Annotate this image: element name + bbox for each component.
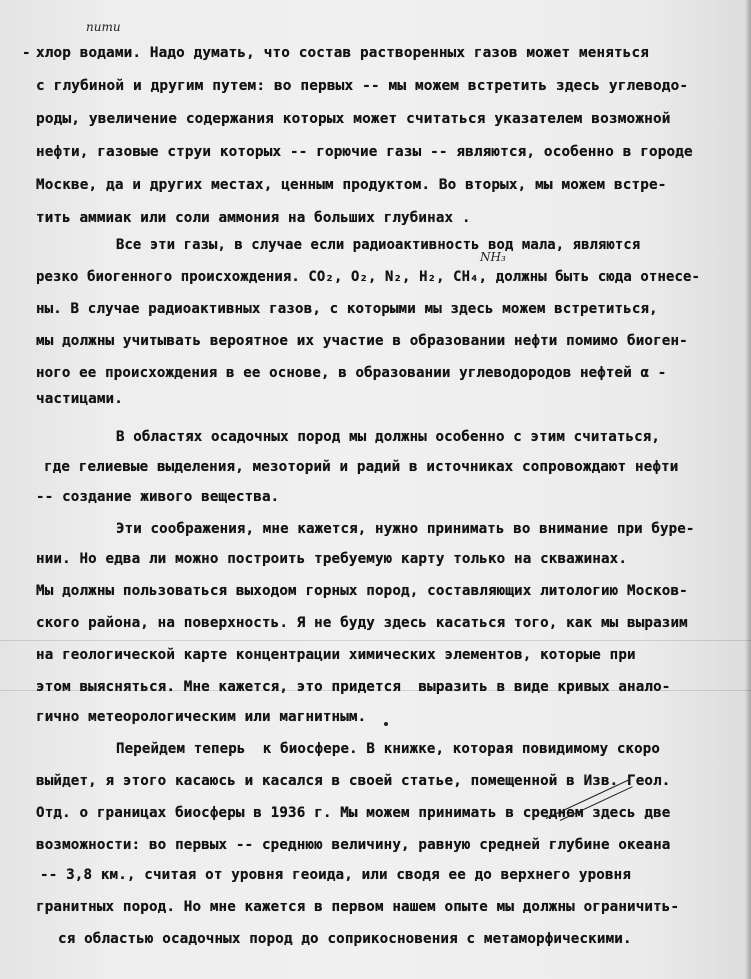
- text-line: Мы должны пользоваться выходом горных пород, составляющих литологию Москов-: [36, 583, 688, 599]
- handwritten-insertion-vodami: пити: [86, 20, 121, 34]
- text-line: Отд. о границах биосферы в 1936 г. Мы можем принимать в среднем здесь две: [36, 805, 671, 821]
- text-line: с глубиной и другим путем: во первых -- мы можем встретить здесь углеводо-: [36, 78, 689, 94]
- text-line: где гелиевые выделения, мезоторий и радий в источниках сопровождают нефти: [44, 459, 679, 475]
- text-line: ного ее происхождения в ее основе, в образовании углеводородов нефтей α -: [36, 365, 667, 381]
- text-line: нефти, газовые струи которых -- горючие газы -- являются, особенно в городе: [36, 144, 693, 160]
- text-line: частицами.: [36, 391, 123, 407]
- text-line: возможности: во первых -- среднюю величину, равную средней глубине океана: [36, 837, 671, 853]
- text-line: -- 3,8 км., считая от уровня геоида, или сводя ее до верхнего уровня: [40, 867, 632, 883]
- text-line: Москве, да и других местах, ценным продуктом. Во вторых, мы можем встре-: [36, 177, 667, 193]
- text-line: гично метеорологическим или магнитным.: [36, 709, 367, 725]
- handwritten-insertion-nh3: NH₃: [480, 250, 506, 264]
- text-line: Все эти газы, в случае если радиоактивность вод мала, являются: [116, 237, 641, 253]
- text-line: нии. Но едва ли можно построить требуемую карту только на скважинах.: [36, 551, 628, 567]
- text-line: мы должны учитывать вероятное их участие в образовании нефти помимо биоген-: [36, 333, 688, 349]
- text-line: ского района, на поверхность. Я не буду здесь касаться того, как мы выразим: [36, 615, 688, 631]
- text-line: роды, увеличение содержания которых может считаться указателем возможной: [36, 111, 671, 127]
- text-line: гранитных пород. Но мне кажется в первом нашем опыте мы должны ограничить-: [36, 899, 680, 915]
- ink-dot: [384, 722, 388, 726]
- margin-dash: -: [22, 45, 31, 61]
- text-line: В областях осадочных пород мы должны особенно с этим считаться,: [116, 429, 661, 445]
- text-line: хлор водами. Надо думать, что состав растворенных газов может меняться: [36, 45, 650, 61]
- text-line: тить аммиак или соли аммония на больших глубинах .: [36, 210, 471, 226]
- text-line: резко биогенного происхождения. CO₂, O₂, N₂, H₂, CH₄, должны быть сюда отнесе-: [36, 269, 701, 285]
- text-line: Эти соображения, мне кажется, нужно принимать во внимание при бурe-: [116, 521, 695, 537]
- text-line: ны. В случае радиоактивных газов, с которыми мы здесь можем встретиться,: [36, 301, 658, 317]
- text-line: этом выясняться. Мне кажется, это придется выразить в виде кривых анало-: [36, 679, 671, 695]
- text-line: на геологической карте концентрации химических элементов, которые при: [36, 647, 636, 663]
- text-line: выйдет, я этого касаюсь и касался в своей статье, помещенной в Изв. Геол.: [36, 773, 671, 789]
- page-fold-line: [0, 640, 751, 641]
- text-line: ся областью осадочных пород до соприкосновения с метаморфическими.: [58, 931, 632, 947]
- text-line: -- создание живого вещества.: [36, 489, 280, 505]
- page-edge-shadow: [745, 0, 751, 979]
- text-line: Перейдем теперь к биосфере. В книжке, которая повидимому скоро: [116, 741, 661, 757]
